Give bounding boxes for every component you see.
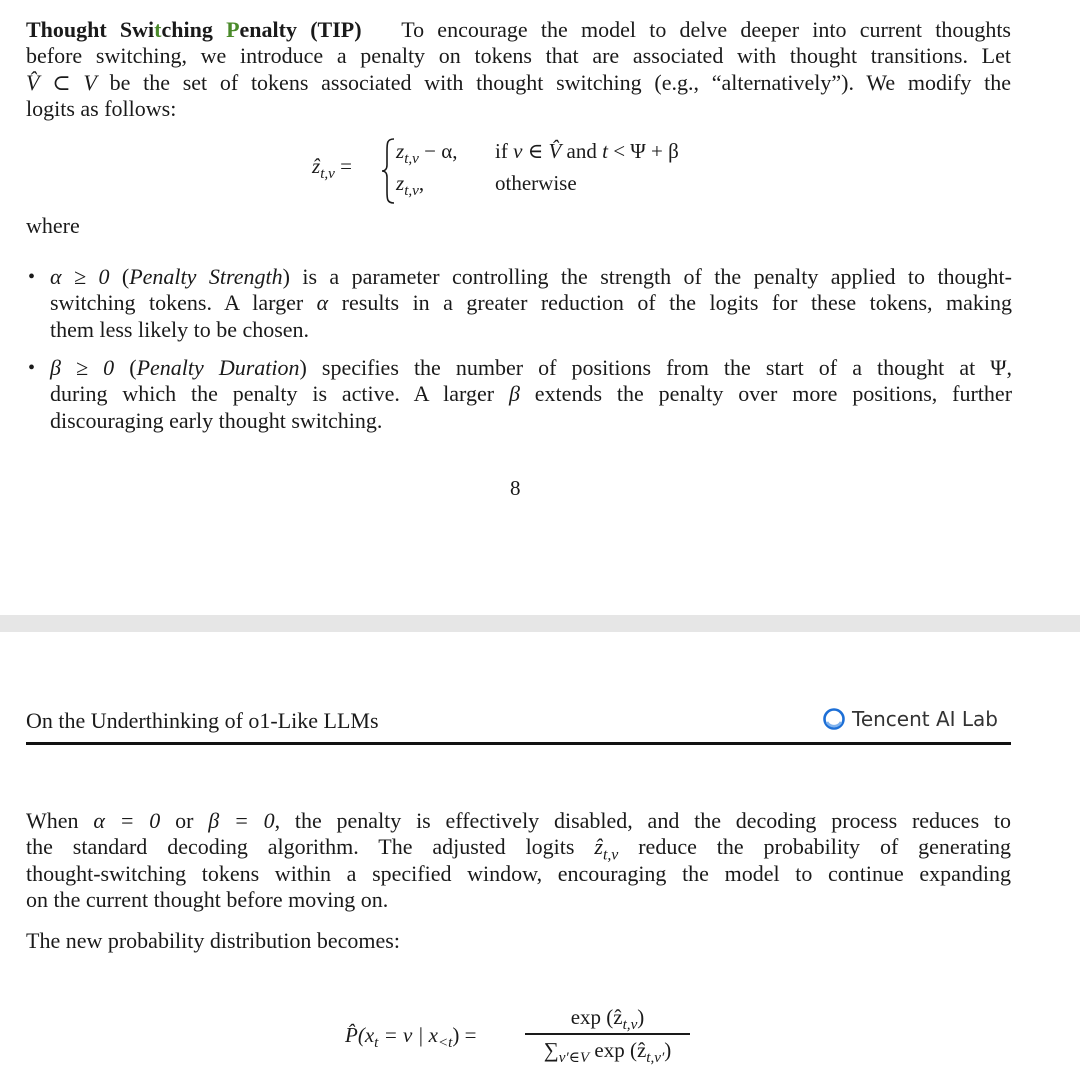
equation-new-distribution [345,1005,705,1073]
tip-paragraph [26,17,1011,122]
eq2-numerator: exp (ẑ$_{t,v}$) [570,1005,645,1034]
bullet-dot: • [28,357,36,379]
tip-line-3: V̂ ⊂ V be the set of tokens associated with thought switching (e.g., “alternatively”). We modify the [26,69,1012,95]
eq1-lhs: ẑ$_{t,v}$ = [312,154,352,183]
page-separator [0,615,1080,632]
left-brace [380,137,396,205]
tencent-ai-lab-brand [823,707,998,731]
brand-label: Tencent AI Lab [852,707,999,731]
eq1-case1-expr: $z_{t,v} - \alpha$, [396,139,458,168]
viewer-toolbar-fragment [780,1064,1050,1073]
bullet-penalty-duration: • β ≥ 0 (Penalty Duration) specifies the number of positions from the start of a thought at Ψ, during which the penalty is active. A larger β extends the penalty over more positions, further discouraging early thought switching. [28,355,1013,433]
new-distribution-paragraph: The new probability distribution becomes: [26,928,400,953]
tip-line-4: logits as follows: [26,95,177,121]
tip-line-1: Thought Switching Penalty (TIP) To encourage the model to delve deeper into current thoughts [26,17,1011,42]
where-label: where [26,213,80,238]
eq2-lhs: $P̂(x_t = v$ | $x_{<t}$) = [345,1023,477,1052]
tip-line-2: before switching, we introduce a penalty on tokens that are associated with thought transitions. Let [26,43,1011,69]
equation-penalized-logits [312,137,772,207]
page-2 [0,632,1080,1073]
eq2-denominator: $\sum_{v'\in V}$ exp (ẑ$_{t,v'}$) [543,1037,672,1066]
tencent-logo-icon [823,708,845,730]
disabled-penalty-paragraph: When α = 0 or β = 0, the penalty is effectively disabled, and the decoding process reduces to the standard decoding algorithm. The adjusted logits ẑ$_{t,v}$ reduce the probability of generating thought-switching tokens within a specified window, encouraging the model to continue expanding on the current thought before moving on. [26,808,1012,912]
page-number: 8 [510,476,521,500]
bullet-penalty-strength: • α ≥ 0 (Penalty Strength) is a parameter controlling the strength of the penalty applied to thought- switching tokens. A larger α results in a greater reduction of the logits for these tokens, making them less likely to be chosen. [28,264,1012,342]
header-rule [26,742,1011,745]
running-head: On the Underthinking of o1-Like LLMs [26,708,379,733]
tip-heading: Thought Switching Penalty (TIP) [26,17,362,42]
eq2-fraction [525,1005,690,1066]
bullet-dot: • [28,266,36,288]
eq1-case1-cond: if v ∈ V̂ and t < Ψ + β [495,139,679,163]
eq1-case2-expr: $z_{t,v}$, [396,171,425,200]
eq1-case2-cond: otherwise [495,171,577,195]
